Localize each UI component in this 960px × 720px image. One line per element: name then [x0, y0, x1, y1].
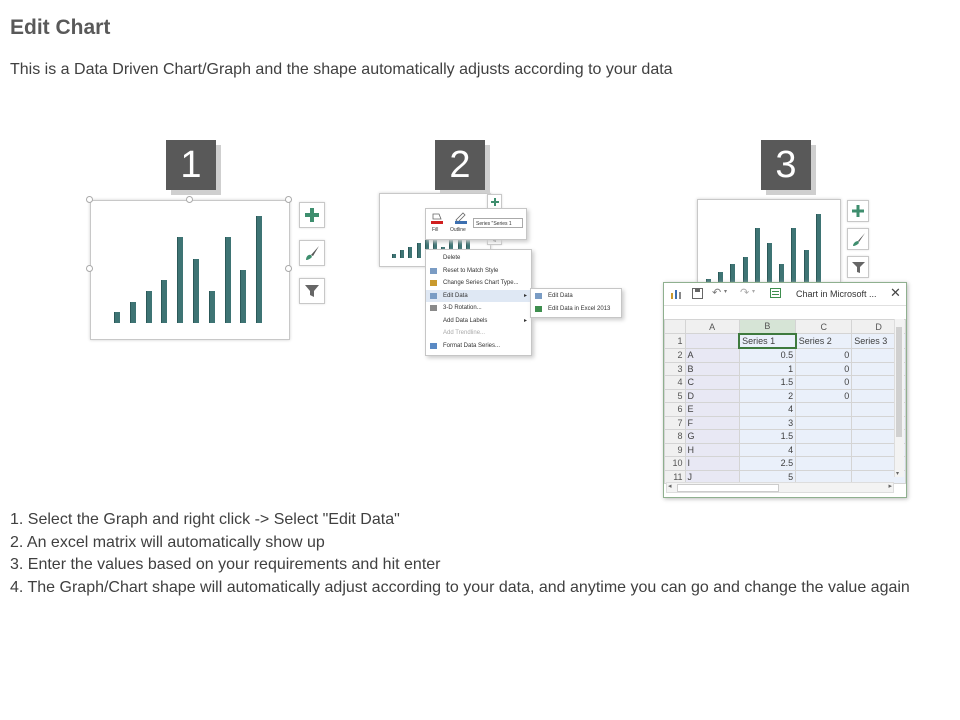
grid-cell[interactable]: 0.5	[739, 348, 796, 362]
scroll-right-icon[interactable]: ▸	[888, 483, 892, 490]
format-icon	[430, 343, 437, 349]
grid-cell[interactable]: 0	[796, 376, 852, 390]
add-chart-element-button[interactable]	[487, 194, 502, 209]
grid-cell[interactable]: C	[685, 376, 739, 390]
submenu-item-edit-data-excel[interactable]	[531, 303, 621, 316]
chart-bar-E[interactable]	[755, 228, 760, 286]
edit-data-icon	[535, 293, 542, 299]
chart-filters-button[interactable]	[299, 278, 325, 304]
instruction-step: 1. Select the Graph and right click -> Select "Edit Data"	[10, 511, 400, 528]
chart-filters-button[interactable]	[847, 256, 869, 278]
chart-frame-step-3[interactable]	[697, 199, 841, 287]
vertical-scrollbar[interactable]	[894, 319, 904, 477]
column-header[interactable]: B	[739, 320, 796, 334]
step-badge-1: 1	[166, 140, 216, 190]
edit-in-excel-icon[interactable]	[770, 288, 782, 299]
table-row	[665, 348, 906, 362]
chart-bar-C[interactable]	[146, 291, 152, 323]
menu-item-label: Edit Data	[548, 293, 573, 299]
menu-item-label: Delete	[443, 255, 461, 261]
grid-cell[interactable]: 0	[796, 348, 852, 362]
menu-item-add-data-labels[interactable]	[426, 315, 531, 328]
edit-data-icon	[430, 293, 437, 299]
table-row	[665, 403, 906, 417]
grid-cell[interactable]	[796, 416, 852, 430]
table-row	[665, 362, 906, 376]
reset-icon	[430, 268, 437, 274]
column-header[interactable]: C	[796, 320, 852, 334]
plus-icon	[491, 198, 499, 206]
menu-item-delete[interactable]	[426, 252, 531, 265]
grid-cell[interactable]: 3	[739, 416, 796, 430]
table-row	[665, 443, 906, 457]
chart-bar-F[interactable]	[193, 259, 199, 323]
chart-bar-G[interactable]	[209, 291, 215, 323]
grid-cell[interactable]: Series 2	[796, 334, 852, 349]
page-title: Edit Chart	[10, 16, 111, 39]
chart-bar-E[interactable]	[177, 237, 183, 323]
chart-bar-B[interactable]	[400, 250, 404, 258]
menu-item-format-data-series[interactable]	[426, 340, 531, 353]
scrollbar-thumb[interactable]	[896, 327, 902, 437]
row-header[interactable]: 11	[665, 470, 686, 484]
plus-icon	[852, 205, 864, 217]
grid-cell[interactable]: I	[685, 457, 739, 471]
excel-window-title: Chart in Microsoft ...	[796, 289, 877, 299]
menu-item-label: Add Trendline...	[443, 330, 486, 336]
row-header[interactable]: 6	[665, 403, 686, 417]
chart-frame-step-1[interactable]	[90, 200, 290, 340]
grid-cell[interactable]: J	[685, 470, 739, 484]
chart-bar-H[interactable]	[791, 228, 796, 286]
chart-bar-A[interactable]	[114, 312, 120, 323]
grid-cell[interactable]: 4	[739, 443, 796, 457]
grid-cell[interactable]	[796, 430, 852, 444]
submenu-item-edit-data[interactable]	[531, 290, 621, 303]
grid-cell[interactable]: G	[685, 430, 739, 444]
menu-item-reset-style[interactable]	[426, 265, 531, 278]
grid-cell[interactable]: Series 3	[852, 334, 906, 349]
chart-styles-button[interactable]	[847, 228, 869, 250]
chart-bar-J[interactable]	[816, 214, 821, 286]
column-header[interactable]: D	[852, 320, 906, 334]
chart-bar-I[interactable]	[240, 270, 246, 324]
table-row	[665, 334, 906, 349]
plus-icon	[305, 208, 319, 222]
grid-cell[interactable]: 4	[739, 403, 796, 417]
menu-item-add-trendline	[426, 327, 531, 340]
chart-bar-A[interactable]	[392, 254, 396, 258]
row-header[interactable]: 7	[665, 416, 686, 430]
grid-cell[interactable]: 0	[796, 389, 852, 403]
grid-cell[interactable]: 5	[739, 470, 796, 484]
chart-type-icon	[430, 280, 437, 286]
save-icon[interactable]	[692, 288, 703, 299]
excel-titlebar	[664, 283, 906, 306]
step-badge-2: 2	[435, 140, 485, 190]
table-row	[665, 389, 906, 403]
mini-format-toolbar	[425, 208, 527, 240]
excel-icon	[535, 306, 542, 312]
fill-icon[interactable]	[430, 212, 444, 224]
horizontal-scrollbar[interactable]	[666, 482, 894, 493]
table-row	[665, 430, 906, 444]
resize-handle[interactable]	[86, 265, 93, 272]
grid-cell[interactable]: 2	[739, 389, 796, 403]
grid-cell[interactable]: 1	[739, 362, 796, 376]
filter-icon	[852, 261, 865, 274]
grid-cell[interactable]: E	[685, 403, 739, 417]
grid-cell[interactable]	[796, 403, 852, 417]
redo-dropdown-icon[interactable]: ▾	[752, 289, 756, 295]
resize-handle[interactable]	[86, 196, 93, 203]
submenu-arrow-icon: ▸	[523, 317, 527, 324]
series-dropdown[interactable]: Series "Series 1	[473, 218, 523, 228]
grid-cell[interactable]	[685, 334, 739, 349]
menu-item-label: Change Series Chart Type...	[443, 280, 519, 286]
grid-cell[interactable]	[796, 457, 852, 471]
page-subtitle: This is a Data Driven Chart/Graph and the shape automatically adjusts according to your data	[10, 61, 673, 78]
context-menu	[425, 249, 532, 356]
column-header[interactable]: A	[685, 320, 739, 334]
excel-data-window	[663, 282, 907, 498]
grid-cell[interactable]: 1.5	[739, 376, 796, 390]
redo-icon[interactable]: ↷	[740, 287, 750, 299]
column-header[interactable]	[665, 320, 686, 334]
chart-bar-I[interactable]	[804, 250, 809, 286]
row-header[interactable]: 1	[665, 334, 686, 349]
grid-cell[interactable]: 2.5	[739, 457, 796, 471]
table-row	[665, 376, 906, 390]
resize-handle[interactable]	[186, 196, 193, 203]
brush-icon	[304, 245, 320, 261]
add-chart-element-button[interactable]	[299, 202, 325, 228]
chart-icon	[670, 288, 682, 300]
add-chart-element-button[interactable]	[847, 200, 869, 222]
fill-label: Fill	[432, 227, 439, 233]
menu-item-label: Format Data Series...	[443, 342, 501, 349]
grid-cell[interactable]: A	[685, 348, 739, 362]
step-badge-3: 3	[761, 140, 811, 190]
undo-dropdown-icon[interactable]: ▾	[724, 289, 728, 295]
menu-item-label: 3-D Rotation...	[443, 305, 482, 311]
menu-item-3d-rotation[interactable]	[426, 302, 531, 315]
chart-bar-F[interactable]	[767, 243, 772, 286]
row-header[interactable]: 8	[665, 430, 686, 444]
instruction-step: 3. Enter the values based on your requirements and hit enter	[10, 556, 441, 573]
undo-icon[interactable]: ↶	[712, 287, 722, 299]
submenu-arrow-icon: ▸	[523, 292, 527, 299]
chart-bar-C[interactable]	[408, 247, 412, 258]
chart-styles-button[interactable]	[299, 240, 325, 266]
menu-item-label: Reset to Match Style	[443, 267, 499, 274]
outline-icon[interactable]	[454, 212, 468, 224]
grid-cell[interactable]: F	[685, 416, 739, 430]
chart-bar-B[interactable]	[130, 302, 136, 323]
row-header[interactable]: 10	[665, 457, 686, 471]
chart-bar-H[interactable]	[225, 237, 231, 323]
grid-cell[interactable]: Series 1	[739, 334, 796, 349]
menu-item-change-chart-type[interactable]	[426, 277, 531, 290]
chart-bar-D[interactable]	[417, 243, 421, 258]
row-header[interactable]: 5	[665, 389, 686, 403]
grid-cell[interactable]: D	[685, 389, 739, 403]
menu-item-edit-data[interactable]	[426, 290, 531, 303]
row-header[interactable]: 3	[665, 362, 686, 376]
instructions-list	[10, 509, 950, 599]
grid-cell[interactable]	[796, 443, 852, 457]
instruction-step: 4. The Graph/Chart shape will automatically adjust according to your data, and anytime you can go and change the value again	[10, 578, 910, 596]
column-header-row	[665, 320, 906, 334]
brush-icon	[852, 233, 865, 246]
row-header[interactable]: 2	[665, 348, 686, 362]
row-header[interactable]: 4	[665, 376, 686, 390]
row-header[interactable]: 9	[665, 443, 686, 457]
resize-handle[interactable]	[285, 196, 292, 203]
chart-bar-J[interactable]	[256, 216, 262, 323]
filter-icon	[304, 283, 320, 299]
close-icon[interactable]: ✕	[890, 285, 901, 300]
chart-bar-D[interactable]	[161, 280, 167, 323]
menu-item-label: Add Data Labels	[443, 317, 488, 324]
edit-data-submenu	[530, 288, 622, 318]
scroll-down-icon[interactable]: ▾	[896, 471, 900, 477]
table-row	[665, 457, 906, 471]
grid-cell[interactable]: 1.5	[739, 430, 796, 444]
grid-cell[interactable]: 0	[796, 362, 852, 376]
instruction-step: 2. An excel matrix will automatically show up	[10, 533, 325, 551]
table-row	[665, 416, 906, 430]
menu-item-label: Edit Data	[443, 292, 468, 299]
grid-cell[interactable]: B	[685, 362, 739, 376]
menu-item-label: Edit Data in Excel 2013	[548, 305, 611, 312]
spreadsheet-grid	[664, 319, 906, 484]
rotation-icon	[430, 305, 437, 311]
grid-cell[interactable]: H	[685, 443, 739, 457]
scrollbar-thumb[interactable]	[677, 484, 779, 492]
scroll-left-icon[interactable]: ◂	[668, 483, 672, 490]
resize-handle[interactable]	[285, 265, 292, 272]
outline-label: Outline	[450, 227, 466, 233]
